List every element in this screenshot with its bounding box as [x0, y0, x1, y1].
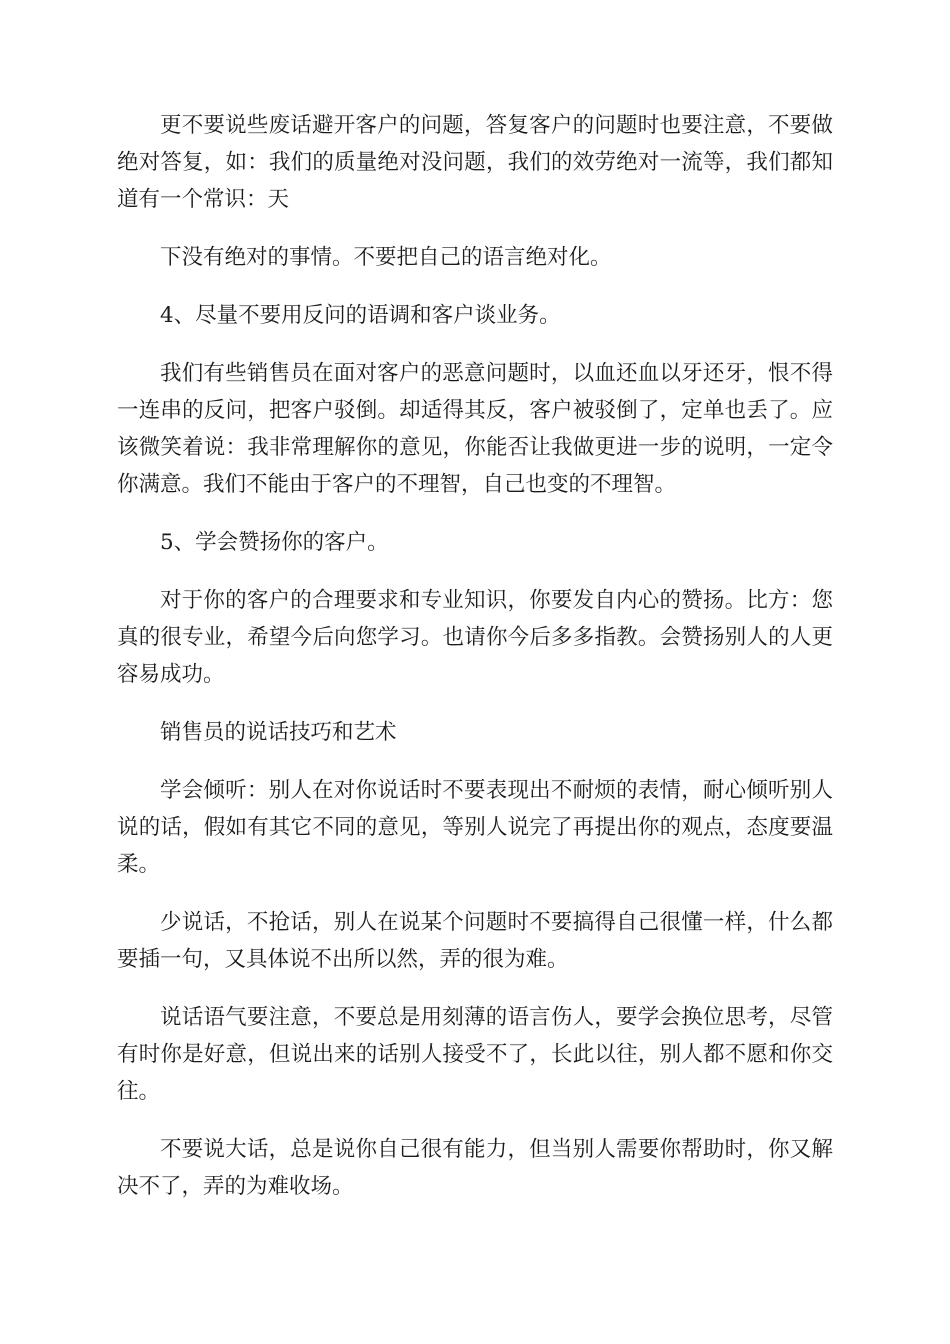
paragraph-2: 下没有绝对的事情。不要把自己的语言绝对化。	[160, 245, 612, 270]
document-page	[117, 107, 833, 1226]
paragraph-8: 学会倾听：别人在对你说话时不要表现出不耐烦的表情，耐心倾听别人说的话，假如有其它不同的意见，等别人说完了再提出你的观点，态度要温柔。	[117, 778, 833, 877]
paragraph-5-heading: 5、学会赞扬你的客户。	[160, 530, 389, 555]
paragraph-6: 对于你的客户的合理要求和专业知识，你要发自内心的赞扬。比方：您真的很专业，希望今后向您学习。也请你今后多多指教。会赞扬别人的人更容易成功。	[117, 588, 833, 687]
paragraph-7-heading: 销售员的说话技巧和艺术	[160, 720, 397, 745]
paragraph-1: 更不要说些废话避开客户的问题，答复客户的问题时也要注意，不要做绝对答复，如：我们的质量绝对没问题，我们的效劳绝对一流等，我们都知道有一个常识：天	[117, 113, 833, 212]
paragraph-11: 不要说大话，总是说你自己很有能力，但当别人需要你帮助时，你又解决不了，弄的为难收场。	[117, 1137, 833, 1199]
paragraph-10: 说话语气要注意，不要总是用刻薄的语言伤人，要学会换位思考，尽管有时你是好意，但说出来的话别人接受不了，长此以往，别人都不愿和你交往。	[117, 1005, 833, 1104]
paragraph-3-heading: 4、尽量不要用反问的语调和客户谈业务。	[160, 303, 561, 328]
paragraph-4: 我们有些销售员在面对客户的恶意问题时，以血还血以牙还牙，恨不得一连串的反问，把客户驳倒。却适得其反，客户被驳倒了，定单也丢了。应该微笑着说：我非常理解你的意见，你能否让我做更进一步的说明，一定令你满意。我们不能由于客户的不理智，自己也变的不理智。	[117, 361, 833, 497]
paragraph-9: 少说话，不抢话，别人在说某个问题时不要搞得自己很懂一样，什么都要插一句，又具体说不出所以然，弄的很为难。	[117, 910, 833, 972]
